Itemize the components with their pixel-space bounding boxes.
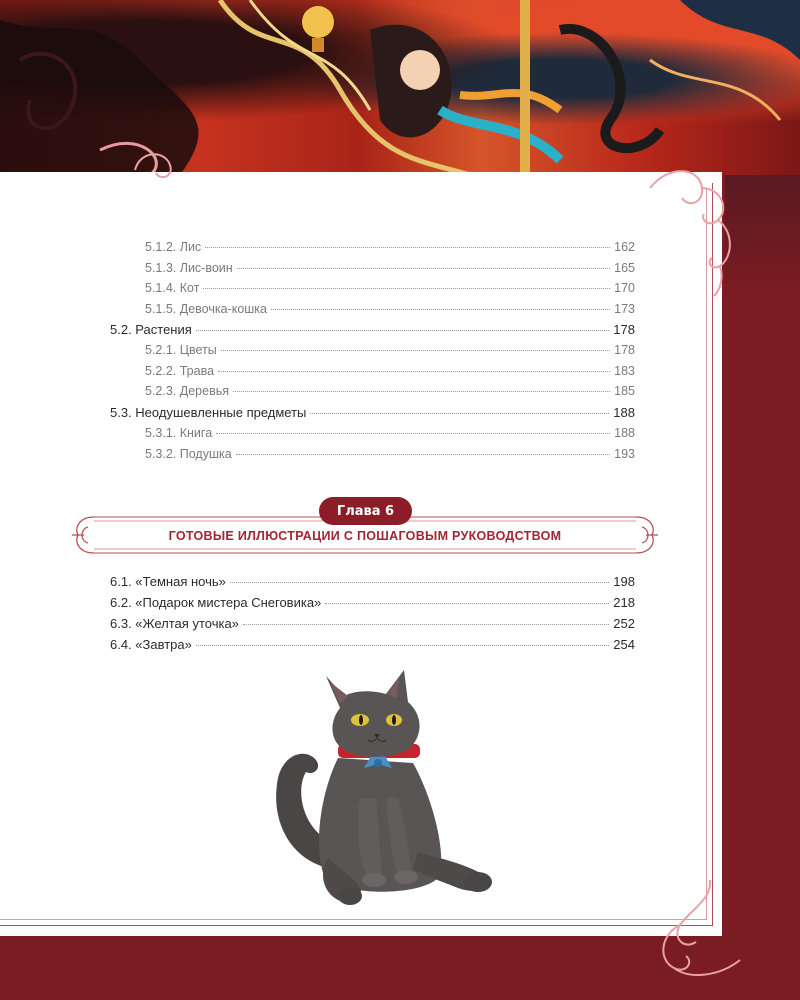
toc-leader: [325, 603, 609, 604]
toc-entry-label: 5.1.4. Кот: [145, 281, 200, 295]
toc-entry-label: 5.3. Неодушевленные предметы: [110, 405, 307, 420]
toc-entry[interactable]: [145, 447, 635, 467]
toc-leader: [271, 309, 610, 310]
toc-entry[interactable]: [110, 405, 635, 425]
toc-entry-page: 254: [613, 637, 635, 652]
toc-leader: [236, 454, 610, 455]
toc-entry[interactable]: [145, 261, 635, 281]
toc-entry-label: 5.3.1. Книга: [145, 426, 213, 440]
toc-entry[interactable]: [145, 240, 635, 260]
toc-entry-page: 218: [613, 595, 635, 610]
toc-entry-label: 5.2. Растения: [110, 322, 192, 337]
toc-leader: [218, 371, 610, 372]
top-left-ornament-icon: [130, 145, 180, 185]
toc-entry-page: 252: [613, 616, 635, 631]
toc-entry-page: 178: [613, 322, 635, 337]
toc-entry-page: 193: [614, 447, 635, 461]
toc-entry-label: 6.1. «Темная ночь»: [110, 574, 226, 589]
toc-leader: [216, 433, 610, 434]
toc-entry-label: 5.2.2. Трава: [145, 364, 215, 378]
chapter-title: ГОТОВЫЕ ИЛЛЮСТРАЦИИ С ПОШАГОВЫМ РУКОВОДСТВОМ: [168, 529, 562, 543]
toc-entry-page: 173: [614, 302, 635, 316]
toc-entry-label: 6.2. «Подарок мистера Снеговика»: [110, 595, 322, 610]
toc-entry-label: 5.1.5. Девочка-кошка: [145, 302, 267, 316]
toc-leader: [233, 391, 610, 392]
toc-entry[interactable]: [145, 384, 635, 404]
toc-entry[interactable]: [110, 637, 635, 657]
toc-entry[interactable]: [145, 281, 635, 301]
toc-entry-label: 5.1.3. Лис-воин: [145, 261, 233, 275]
toc-entry-page: 165: [614, 261, 635, 275]
cat-illustration: [268, 668, 498, 912]
top-illustration: [0, 0, 800, 175]
toc-entry[interactable]: [110, 574, 635, 594]
toc-leader: [203, 288, 610, 289]
toc-leader: [310, 413, 609, 414]
toc-entry-page: 170: [614, 281, 635, 295]
toc-entry-label: 5.2.3. Деревья: [145, 384, 229, 398]
toc-entry[interactable]: [110, 595, 635, 615]
toc-entry[interactable]: [145, 364, 635, 384]
toc-entry[interactable]: [145, 426, 635, 446]
toc-entry[interactable]: [110, 616, 635, 636]
toc-entry-page: 178: [614, 343, 635, 357]
toc-leader: [243, 624, 609, 625]
toc-leader: [230, 582, 609, 583]
toc-entry-label: 6.3. «Желтая уточка»: [110, 616, 239, 631]
toc-entry-label: 5.3.2. Подушка: [145, 447, 232, 461]
toc-entry-page: 185: [614, 384, 635, 398]
toc-entry[interactable]: [145, 302, 635, 322]
bottom-right-ornament-icon: [650, 880, 760, 990]
top-right-ornament-icon: [640, 158, 750, 298]
toc-entry-page: 183: [614, 364, 635, 378]
toc-leader: [196, 645, 609, 646]
toc-entry-label: 6.4. «Завтра»: [110, 637, 192, 652]
chapter-badge: Глава 6: [319, 497, 412, 525]
toc-leader: [221, 350, 610, 351]
toc-entry-label: 5.2.1. Цветы: [145, 343, 217, 357]
toc-entry-page: 188: [614, 426, 635, 440]
toc-entry[interactable]: [145, 343, 635, 363]
toc-leader: [237, 268, 610, 269]
toc-leader: [196, 330, 610, 331]
toc-entry-page: 188: [613, 405, 635, 420]
toc-entry-page: 198: [613, 574, 635, 589]
toc-leader: [205, 247, 610, 248]
toc-entry-page: 162: [614, 240, 635, 254]
toc-entry-label: 5.1.2. Лис: [145, 240, 202, 254]
toc-entry[interactable]: [110, 322, 635, 342]
